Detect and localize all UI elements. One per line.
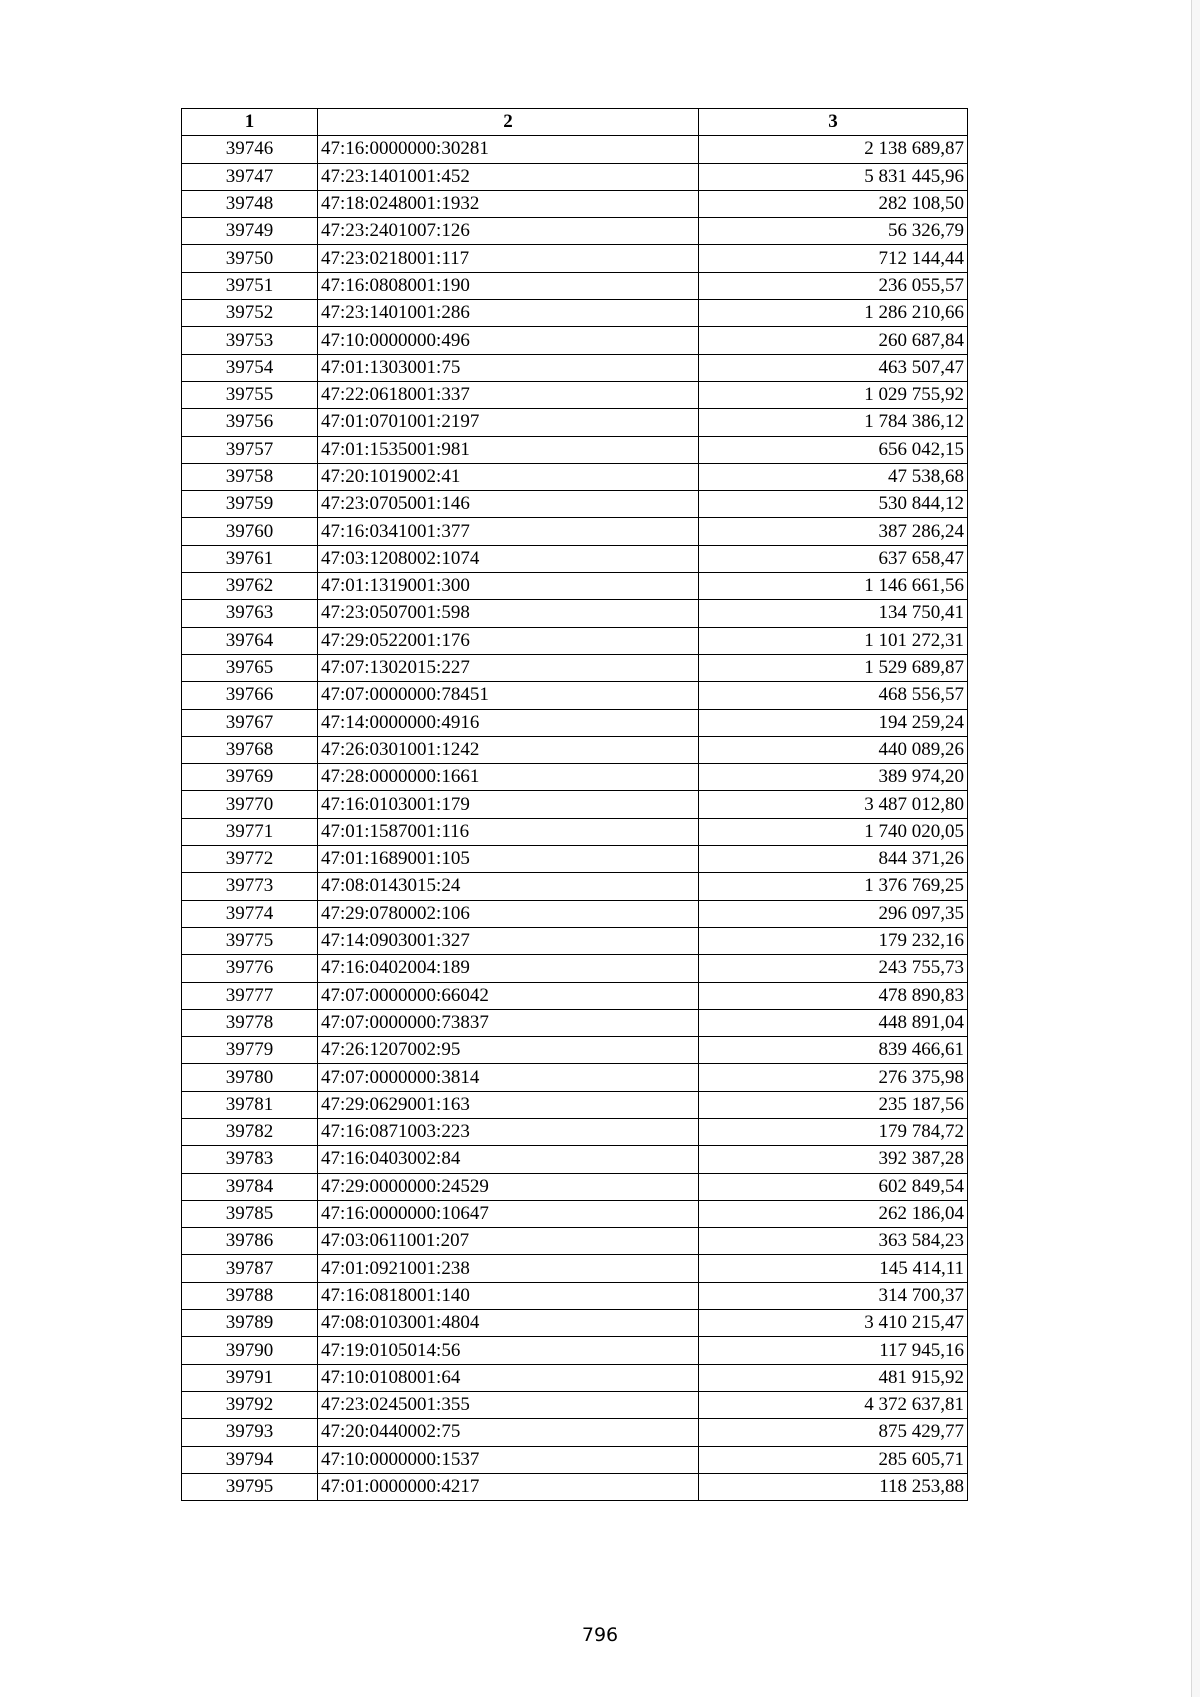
- row-number: 39795: [182, 1473, 318, 1500]
- cadastral-number: 47:10:0000000:1537: [318, 1446, 699, 1473]
- cadastral-number: 47:20:1019002:41: [318, 463, 699, 490]
- cadastral-value: 145 414,11: [699, 1255, 968, 1282]
- row-number: 39783: [182, 1146, 318, 1173]
- cadastral-number: 47:28:0000000:1661: [318, 764, 699, 791]
- cadastral-value: 1 146 661,56: [699, 573, 968, 600]
- cadastral-value: 243 755,73: [699, 955, 968, 982]
- cadastral-number: 47:01:1689001:105: [318, 846, 699, 873]
- row-number: 39755: [182, 381, 318, 408]
- cadastral-value: 1 286 210,66: [699, 300, 968, 327]
- cadastral-number: 47:20:0440002:75: [318, 1419, 699, 1446]
- cadastral-value: 1 529 689,87: [699, 654, 968, 681]
- table-row: [182, 927, 968, 954]
- table-row: [182, 545, 968, 572]
- table-row: [182, 682, 968, 709]
- table-row: [182, 955, 968, 982]
- cadastral-number: 47:07:0000000:3814: [318, 1064, 699, 1091]
- row-number: 39758: [182, 463, 318, 490]
- row-number: 39751: [182, 272, 318, 299]
- cadastral-value: 179 232,16: [699, 927, 968, 954]
- table-row: [182, 573, 968, 600]
- row-number: 39791: [182, 1364, 318, 1391]
- cadastral-value: 47 538,68: [699, 463, 968, 490]
- cadastral-number: 47:01:1535001:981: [318, 436, 699, 463]
- cadastral-value: 285 605,71: [699, 1446, 968, 1473]
- cadastral-value: 656 042,15: [699, 436, 968, 463]
- cadastral-number: 47:10:0108001:64: [318, 1364, 699, 1391]
- cadastral-number: 47:23:1401001:452: [318, 163, 699, 190]
- table-row: [182, 1228, 968, 1255]
- table-row: [182, 354, 968, 381]
- cadastral-value: 276 375,98: [699, 1064, 968, 1091]
- cadastral-value: 4 372 637,81: [699, 1391, 968, 1418]
- cadastral-value: 194 259,24: [699, 709, 968, 736]
- table-body: [182, 136, 968, 1501]
- cadastral-number: 47:23:0245001:355: [318, 1391, 699, 1418]
- row-number: 39756: [182, 409, 318, 436]
- row-number: 39765: [182, 654, 318, 681]
- cadastral-number: 47:16:0341001:377: [318, 518, 699, 545]
- page-edge: [1191, 0, 1200, 1697]
- row-number: 39750: [182, 245, 318, 272]
- cadastral-value: 134 750,41: [699, 600, 968, 627]
- row-number: 39749: [182, 218, 318, 245]
- row-number: 39789: [182, 1310, 318, 1337]
- table-row: [182, 1064, 968, 1091]
- cadastral-number: 47:23:0705001:146: [318, 491, 699, 518]
- cadastral-number: 47:10:0000000:496: [318, 327, 699, 354]
- row-number: 39753: [182, 327, 318, 354]
- cadastral-value: 117 945,16: [699, 1337, 968, 1364]
- cadastral-number: 47:08:0103001:4804: [318, 1310, 699, 1337]
- row-number: 39769: [182, 764, 318, 791]
- cadastral-value: 839 466,61: [699, 1037, 968, 1064]
- cadastral-number: 47:16:0403002:84: [318, 1146, 699, 1173]
- table-row: [182, 218, 968, 245]
- table-row: [182, 1037, 968, 1064]
- cadastral-number: 47:23:2401007:126: [318, 218, 699, 245]
- cadastral-value: 481 915,92: [699, 1364, 968, 1391]
- cadastral-value: 844 371,26: [699, 846, 968, 873]
- cadastral-number: 47:29:0780002:106: [318, 900, 699, 927]
- table-row: [182, 873, 968, 900]
- row-number: 39760: [182, 518, 318, 545]
- table-row: [182, 1118, 968, 1145]
- cadastral-number: 47:01:0921001:238: [318, 1255, 699, 1282]
- row-number: 39772: [182, 846, 318, 873]
- row-number: 39746: [182, 136, 318, 163]
- table-row: [182, 1009, 968, 1036]
- cadastral-value: 118 253,88: [699, 1473, 968, 1500]
- row-number: 39787: [182, 1255, 318, 1282]
- table-row: [182, 1364, 968, 1391]
- table-row: [182, 491, 968, 518]
- table-row: [182, 764, 968, 791]
- table-row: [182, 1446, 968, 1473]
- table-row: [182, 1473, 968, 1500]
- cadastral-number: 47:22:0618001:337: [318, 381, 699, 408]
- cadastral-value: 530 844,12: [699, 491, 968, 518]
- table-row: [182, 1391, 968, 1418]
- cadastral-value: 875 429,77: [699, 1419, 968, 1446]
- row-number: 39776: [182, 955, 318, 982]
- table-row: [182, 627, 968, 654]
- table-row: [182, 245, 968, 272]
- row-number: 39747: [182, 163, 318, 190]
- data-table: [181, 108, 968, 1501]
- cadastral-value: 179 784,72: [699, 1118, 968, 1145]
- cadastral-number: 47:29:0522001:176: [318, 627, 699, 654]
- table-row: [182, 846, 968, 873]
- row-number: 39757: [182, 436, 318, 463]
- table-row: [182, 327, 968, 354]
- row-number: 39770: [182, 791, 318, 818]
- row-number: 39775: [182, 927, 318, 954]
- cadastral-value: 448 891,04: [699, 1009, 968, 1036]
- cadastral-number: 47:23:1401001:286: [318, 300, 699, 327]
- cadastral-value: 5 831 445,96: [699, 163, 968, 190]
- cadastral-number: 47:23:0507001:598: [318, 600, 699, 627]
- row-number: 39780: [182, 1064, 318, 1091]
- cadastral-number: 47:23:0218001:117: [318, 245, 699, 272]
- page-number: 796: [581, 1624, 619, 1646]
- cadastral-value: 236 055,57: [699, 272, 968, 299]
- table-row: [182, 1200, 968, 1227]
- cadastral-number: 47:29:0000000:24529: [318, 1173, 699, 1200]
- cadastral-number: 47:01:0701001:2197: [318, 409, 699, 436]
- column-header-3: 3: [699, 109, 968, 136]
- cadastral-value: 363 584,23: [699, 1228, 968, 1255]
- cadastral-number: 47:26:0301001:1242: [318, 736, 699, 763]
- cadastral-value: 637 658,47: [699, 545, 968, 572]
- cadastral-number: 47:01:0000000:4217: [318, 1473, 699, 1500]
- row-number: 39781: [182, 1091, 318, 1118]
- cadastral-number: 47:16:0402004:189: [318, 955, 699, 982]
- cadastral-number: 47:26:1207002:95: [318, 1037, 699, 1064]
- table-row: [182, 709, 968, 736]
- column-header-2: 2: [318, 109, 699, 136]
- cadastral-value: 468 556,57: [699, 682, 968, 709]
- table-row: [182, 1282, 968, 1309]
- row-number: 39766: [182, 682, 318, 709]
- cadastral-number: 47:16:0103001:179: [318, 791, 699, 818]
- cadastral-number: 47:07:0000000:73837: [318, 1009, 699, 1036]
- cadastral-value: 712 144,44: [699, 245, 968, 272]
- row-number: 39782: [182, 1118, 318, 1145]
- header-row: [182, 109, 968, 136]
- table-row: [182, 136, 968, 163]
- cadastral-value: 1 740 020,05: [699, 818, 968, 845]
- table-row: [182, 1173, 968, 1200]
- row-number: 39788: [182, 1282, 318, 1309]
- table-row: [182, 1146, 968, 1173]
- table-row: [182, 163, 968, 190]
- row-number: 39793: [182, 1419, 318, 1446]
- table-row: [182, 654, 968, 681]
- table-row: [182, 190, 968, 217]
- cadastral-value: 262 186,04: [699, 1200, 968, 1227]
- cadastral-value: 389 974,20: [699, 764, 968, 791]
- row-number: 39767: [182, 709, 318, 736]
- row-number: 39784: [182, 1173, 318, 1200]
- table-row: [182, 1091, 968, 1118]
- cadastral-number: 47:01:1319001:300: [318, 573, 699, 600]
- row-number: 39792: [182, 1391, 318, 1418]
- row-number: 39754: [182, 354, 318, 381]
- row-number: 39779: [182, 1037, 318, 1064]
- cadastral-value: 1 376 769,25: [699, 873, 968, 900]
- cadastral-number: 47:14:0000000:4916: [318, 709, 699, 736]
- table-row: [182, 436, 968, 463]
- cadastral-value: 3 487 012,80: [699, 791, 968, 818]
- table-row: [182, 381, 968, 408]
- cadastral-value: 440 089,26: [699, 736, 968, 763]
- cadastral-value: 478 890,83: [699, 982, 968, 1009]
- cadastral-value: 463 507,47: [699, 354, 968, 381]
- table-header: [182, 109, 968, 136]
- cadastral-value: 1 101 272,31: [699, 627, 968, 654]
- table-row: [182, 409, 968, 436]
- table-row: [182, 463, 968, 490]
- table-row: [182, 982, 968, 1009]
- cadastral-value: 2 138 689,87: [699, 136, 968, 163]
- cadastral-value: 235 187,56: [699, 1091, 968, 1118]
- cadastral-number: 47:03:1208002:1074: [318, 545, 699, 572]
- row-number: 39764: [182, 627, 318, 654]
- cadastral-value: 314 700,37: [699, 1282, 968, 1309]
- column-header-1: 1: [182, 109, 318, 136]
- cadastral-value: 387 286,24: [699, 518, 968, 545]
- table-row: [182, 818, 968, 845]
- cadastral-number: 47:07:0000000:78451: [318, 682, 699, 709]
- cadastral-value: 3 410 215,47: [699, 1310, 968, 1337]
- row-number: 39778: [182, 1009, 318, 1036]
- cadastral-number: 47:18:0248001:1932: [318, 190, 699, 217]
- cadastral-number: 47:29:0629001:163: [318, 1091, 699, 1118]
- cadastral-number: 47:16:0000000:10647: [318, 1200, 699, 1227]
- row-number: 39771: [182, 818, 318, 845]
- table-row: [182, 1255, 968, 1282]
- table-row: [182, 518, 968, 545]
- cadastral-number: 47:01:1587001:116: [318, 818, 699, 845]
- table-row: [182, 1310, 968, 1337]
- cadastral-number: 47:16:0871003:223: [318, 1118, 699, 1145]
- cadastral-number: 47:16:0818001:140: [318, 1282, 699, 1309]
- cadastral-value: 1 029 755,92: [699, 381, 968, 408]
- cadastral-value: 392 387,28: [699, 1146, 968, 1173]
- cadastral-value: 282 108,50: [699, 190, 968, 217]
- cadastral-number: 47:16:0808001:190: [318, 272, 699, 299]
- row-number: 39794: [182, 1446, 318, 1473]
- row-number: 39752: [182, 300, 318, 327]
- cadastral-number: 47:08:0143015:24: [318, 873, 699, 900]
- cadastral-value: 1 784 386,12: [699, 409, 968, 436]
- row-number: 39773: [182, 873, 318, 900]
- table-row: [182, 736, 968, 763]
- row-number: 39761: [182, 545, 318, 572]
- cadastral-number: 47:07:1302015:227: [318, 654, 699, 681]
- row-number: 39748: [182, 190, 318, 217]
- table-row: [182, 1419, 968, 1446]
- cadastral-number: 47:16:0000000:30281: [318, 136, 699, 163]
- table-row: [182, 900, 968, 927]
- cadastral-value: 602 849,54: [699, 1173, 968, 1200]
- table-row: [182, 791, 968, 818]
- row-number: 39777: [182, 982, 318, 1009]
- cadastral-value: 260 687,84: [699, 327, 968, 354]
- cadastral-number: 47:03:0611001:207: [318, 1228, 699, 1255]
- cadastral-number: 47:19:0105014:56: [318, 1337, 699, 1364]
- cadastral-value: 296 097,35: [699, 900, 968, 927]
- row-number: 39762: [182, 573, 318, 600]
- row-number: 39785: [182, 1200, 318, 1227]
- cadastral-number: 47:14:0903001:327: [318, 927, 699, 954]
- cadastral-number: 47:01:1303001:75: [318, 354, 699, 381]
- table-row: [182, 272, 968, 299]
- cadastral-number: 47:07:0000000:66042: [318, 982, 699, 1009]
- table-row: [182, 600, 968, 627]
- row-number: 39763: [182, 600, 318, 627]
- row-number: 39759: [182, 491, 318, 518]
- row-number: 39786: [182, 1228, 318, 1255]
- cadastral-value: 56 326,79: [699, 218, 968, 245]
- table-row: [182, 1337, 968, 1364]
- table-row: [182, 300, 968, 327]
- row-number: 39774: [182, 900, 318, 927]
- row-number: 39768: [182, 736, 318, 763]
- row-number: 39790: [182, 1337, 318, 1364]
